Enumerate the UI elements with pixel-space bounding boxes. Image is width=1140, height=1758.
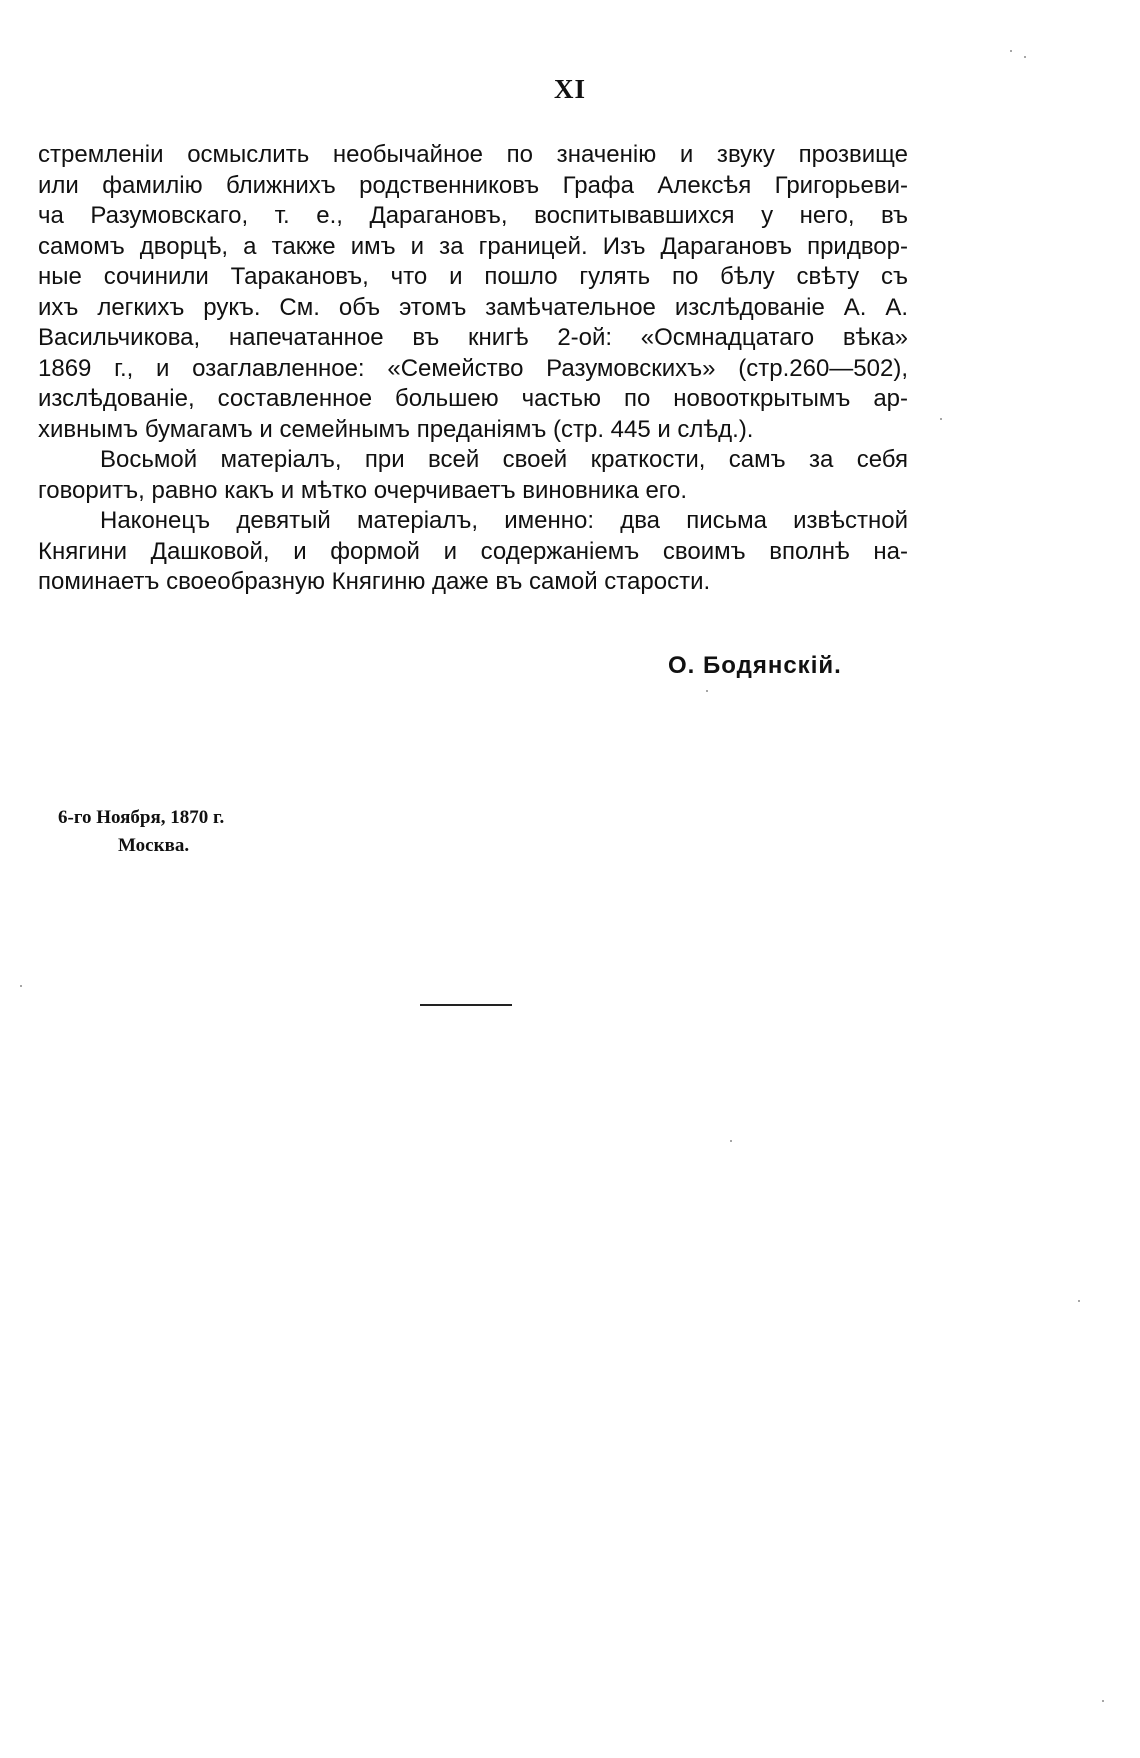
paragraph-3-line-1: Наконецъ девятый матеріалъ, именно: два письма извѣстной	[100, 507, 908, 534]
paragraph-1-line-3: ча Разумовскаго, т. е., Дарагановъ, воспитывавшихся у него, въ	[38, 202, 908, 229]
paragraph-1-line-1: стремленіи осмыслить необычайное по значенію и звуку прозвище	[38, 141, 908, 168]
paragraph-3-line-3: поминаетъ своеобразную Княгиню даже въ самой старости.	[38, 568, 711, 595]
dateline	[58, 804, 224, 860]
paragraph-1-line-10: хивнымъ бумагамъ и семейнымъ преданіямъ (стр. 445 и слѣд.).	[38, 415, 754, 443]
scan-speck	[940, 418, 942, 420]
paragraph-1-line-8: 1869 г., и озаглавленное: «Семейство Разумовскихъ» (стр.260—502),	[38, 354, 908, 382]
paragraph-2-line-1: Восьмой матеріалъ, при всей своей краткости, самъ за себя	[100, 446, 908, 473]
scan-speck	[1078, 1300, 1080, 1302]
scan-speck	[730, 1140, 732, 1142]
paragraph-1-line-2: или фамилію ближнихъ родственниковъ Графа Алексѣя Григорьеви-	[38, 171, 908, 199]
scan-speck	[1024, 56, 1026, 58]
section-divider-rule	[420, 1004, 512, 1006]
paragraph-1-line-7: Васильчикова, напечатанное въ книгѣ 2-ой: «Осмнадцатаго вѣка»	[38, 324, 908, 351]
paragraph-1-line-9: изслѣдованіе, составленное большею частью по новооткрытымъ ар-	[38, 385, 908, 412]
scan-speck	[1102, 1700, 1104, 1702]
paragraph-3-line-2: Княгини Дашковой, и формой и содержаніемъ своимъ вполнѣ на-	[38, 537, 908, 565]
author-signature: О. Бодянскій.	[668, 652, 842, 679]
date-text: 6-го Ноября, 1870 г.	[58, 807, 225, 828]
scan-speck	[1010, 50, 1012, 52]
scan-speck	[706, 690, 708, 692]
paragraph-2-line-2: говоритъ, равно какъ и мѣтко очерчиваетъ виновника его.	[38, 476, 688, 504]
body-text	[38, 140, 908, 598]
scan-speck	[20, 985, 22, 987]
paragraph-1-line-6: ихъ легкихъ рукъ. См. объ этомъ замѣчательное изслѣдованіе А. А.	[38, 293, 908, 321]
page-number: XI	[553, 74, 586, 104]
paragraph-1-line-4: самомъ дворцѣ, а также имъ и за границей. Изъ Дарагановъ придвор-	[38, 232, 908, 260]
place-text: Москва.	[118, 835, 190, 856]
paragraph-1-line-5: ные сочинили Таракановъ, что и пошло гулять по бѣлу свѣту съ	[38, 263, 908, 290]
